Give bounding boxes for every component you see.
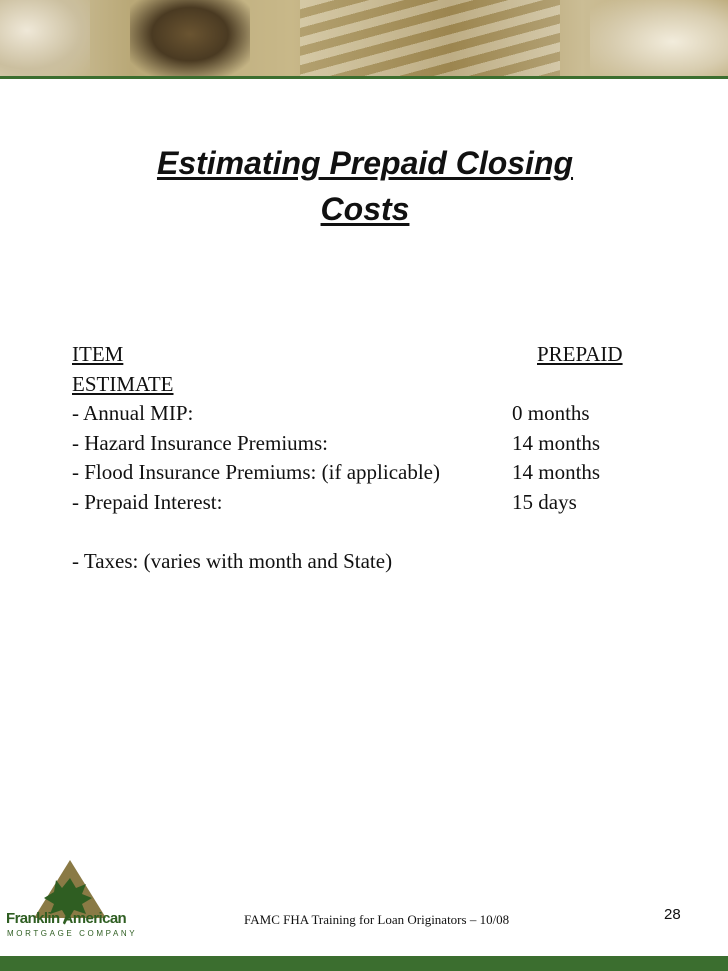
logo-company-sub: MORTGAGE COMPANY	[7, 929, 138, 938]
row-value: 0 months	[512, 401, 590, 425]
header-item: ITEM	[72, 342, 124, 366]
row-value: 14 months	[512, 430, 601, 455]
spacer	[72, 517, 672, 547]
header-photo-capitol-dome	[590, 0, 728, 76]
prepaid-table	[72, 340, 672, 576]
footer-caption: FAMC FHA Training for Loan Originators – 10/08	[244, 912, 510, 927]
slide-title-line2: Costs	[320, 191, 410, 227]
header-photo-person-center	[130, 0, 250, 76]
page-number: 28	[664, 906, 681, 923]
row-value: 15 days	[512, 489, 577, 514]
slide-title-line1: Estimating Prepaid Closing	[156, 145, 574, 181]
taxes-note-text: - Taxes: (varies with month and State)	[72, 548, 393, 573]
header-estimate: ESTIMATE	[72, 371, 174, 396]
footer-bar	[0, 956, 728, 971]
row-value: 14 months	[512, 460, 601, 484]
table-header-row-2	[72, 370, 672, 400]
table-header-row	[72, 340, 672, 370]
table-row	[72, 429, 672, 459]
logo-company-name: Franklin American	[6, 910, 127, 927]
table-row	[72, 458, 672, 488]
row-label: - Flood Insurance Premiums: (if applicable)	[72, 460, 440, 484]
header-prepaid: PREPAID	[537, 342, 623, 366]
row-label: - Prepaid Interest:	[72, 489, 223, 514]
table-row	[72, 488, 672, 518]
row-label: - Hazard Insurance Premiums:	[72, 430, 328, 455]
header-photo-banner	[0, 0, 728, 76]
slide-title	[100, 140, 630, 232]
header-photo-person-left	[0, 0, 90, 76]
row-label: - Annual MIP:	[72, 401, 194, 425]
header-photo-flag	[300, 0, 560, 76]
taxes-note	[72, 547, 672, 577]
table-row	[72, 399, 672, 429]
header-divider	[0, 76, 728, 79]
